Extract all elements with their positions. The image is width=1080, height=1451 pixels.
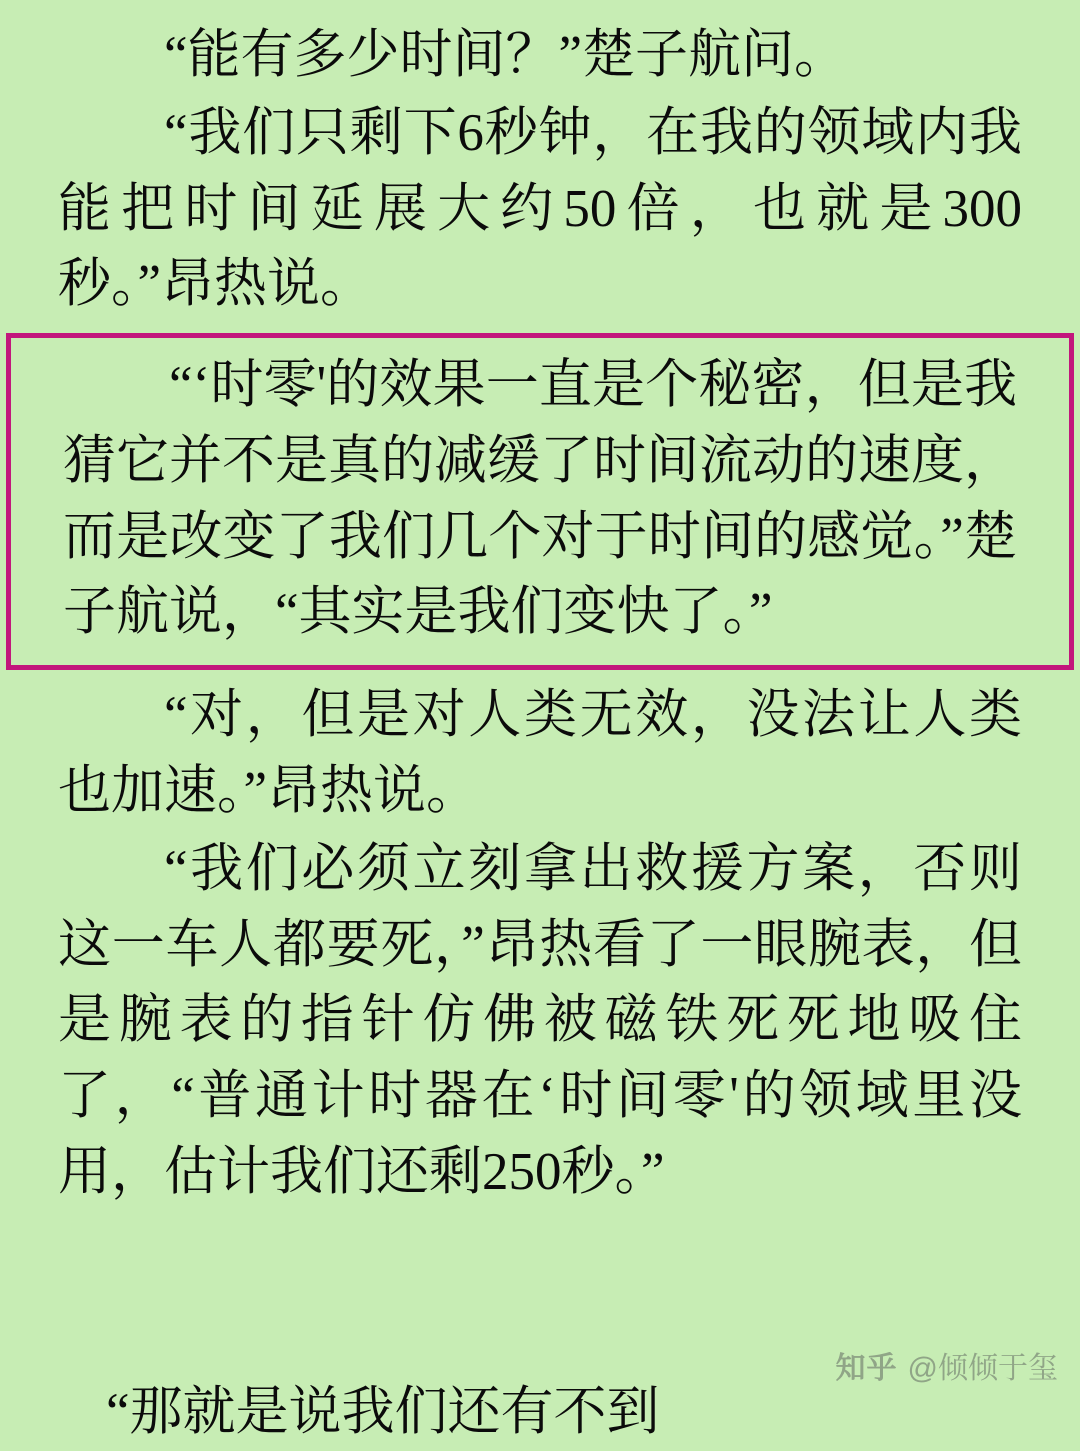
highlighted-passage: [6, 333, 1074, 670]
cut-off-line-container: [0, 1383, 1080, 1445]
paragraph-3: “对，但是对人类无效，没法让人类也加速。”昂热说。: [58, 686, 1022, 821]
zhihu-logo: 知乎: [835, 1352, 898, 1385]
paragraph-1: “能有多少时间？”楚子航问。: [164, 26, 848, 84]
paragraph-4: “我们必须立刻拿出救援方案，否则这一车人都要死，”昂热看了一眼腕表，但是腕表的指针仿佛被磁铁死死地吸住了，“普通计时器在‘时间零'的领域里没用，估计我们还剩250秒。”: [58, 839, 1022, 1201]
paragraph-2: “我们只剩下6秒钟，在我的领域内我能把时间延展大约50倍，也就是300秒。”昂热说。: [58, 103, 1022, 314]
watermark-username: @倾倾于玺: [907, 1352, 1058, 1385]
watermark: [836, 1343, 1058, 1387]
cut-off-line: “那就是说我们还有不到: [106, 1383, 660, 1441]
highlighted-paragraph-text: “‘时零'的效果一直是个秘密，但是我猜它并不是真的减缓了时间流动的速度，而是改变了我们几个对于时间的感觉。”楚子航说，“其实是我们变快了。”: [63, 356, 1017, 642]
